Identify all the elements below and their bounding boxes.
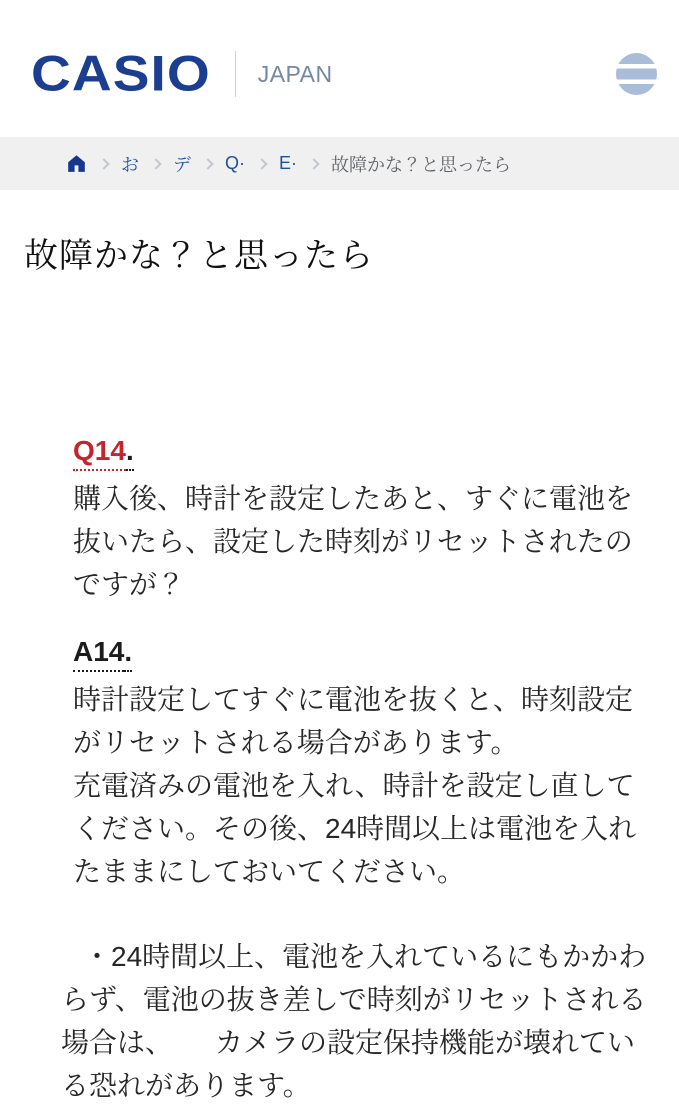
question-text-line: ですが？ [73, 569, 186, 601]
note-text-line: らず、電池の抜き差しで時刻がリセットされる [61, 984, 647, 1016]
note-section [61, 935, 679, 1107]
breadcrumb [0, 137, 679, 190]
answer-id: A14 [73, 636, 124, 672]
chevron-right-icon [308, 158, 319, 169]
answer-text-line: がリセットされる場合があります。 [73, 727, 519, 759]
faq-section [73, 435, 679, 893]
chevron-right-icon [98, 158, 109, 169]
chevron-right-icon [202, 158, 213, 169]
question-label-period: . [126, 435, 134, 471]
question-id-link[interactable]: Q14 [73, 435, 126, 471]
question-text-line: 購入後、時計を設定したあと、すぐに電池を [73, 483, 634, 515]
question-text-line: 抜いたら、設定した時刻がリセットされたの [73, 526, 633, 558]
note-text-line: 場合は、 カメラの設定保持機能が壊れてい [61, 1027, 636, 1059]
answer-label [73, 636, 132, 668]
home-icon-glyph [66, 153, 87, 174]
casio-logo[interactable]: CASIO [31, 45, 211, 102]
answer-text [73, 678, 679, 893]
question-text [73, 477, 679, 606]
breadcrumb-link-3[interactable]: Q· [225, 153, 245, 173]
hamburger-menu-icon[interactable] [616, 53, 657, 95]
breadcrumb-link-4[interactable]: E· [279, 153, 297, 173]
note-text-line: る恐れがあります。 [61, 1070, 311, 1102]
main-content [0, 228, 679, 1107]
page-title: 故障かな？と思ったら [24, 237, 374, 275]
chevron-right-icon [256, 158, 267, 169]
home-icon[interactable] [66, 153, 87, 174]
answer-label-period: . [124, 636, 132, 672]
site-header [0, 0, 679, 137]
breadcrumb-link-2[interactable]: デ [173, 154, 191, 175]
answer-text-line: 充電済みの電池を入れ、時計を設定し直して [73, 770, 635, 802]
answer-text-line: ください。その後、24時間以上は電池を入れ [73, 813, 637, 845]
logo-divider [235, 51, 236, 97]
question-label [73, 435, 134, 467]
note-text-line: ・24時間以上、電池を入れているにもかかわ [83, 941, 647, 973]
breadcrumb-link-1[interactable]: お [121, 154, 139, 175]
answer-text-line: たままにしておいてください。 [73, 856, 466, 888]
answer-text-line: 時計設定してすぐに電池を抜くと、時刻設定 [73, 684, 634, 716]
region-label: JAPAN [257, 61, 333, 87]
chevron-right-icon [150, 158, 161, 169]
breadcrumb-current: 故障かな？と思ったら [331, 154, 511, 175]
